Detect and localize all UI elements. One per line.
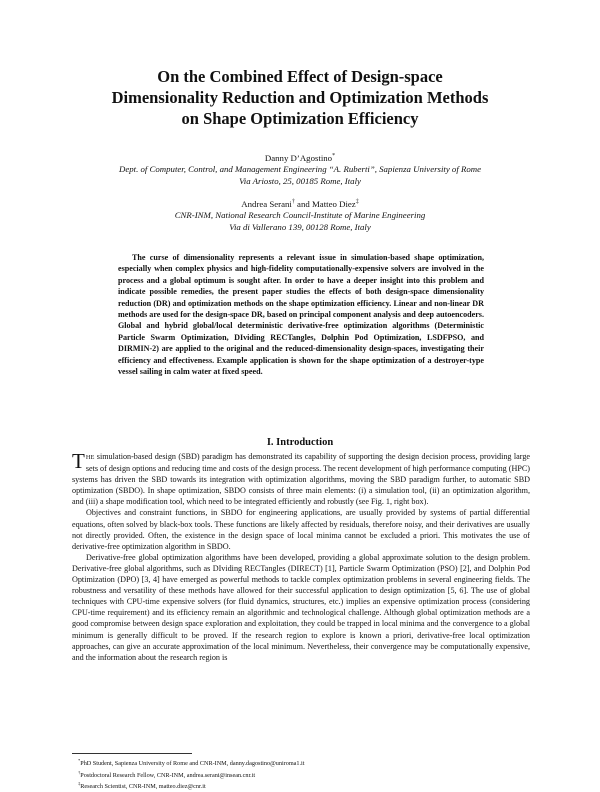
author-affiliation: CNR-INM, National Research Council-Institute of Marine Engineering — [174, 210, 426, 221]
footnote-mark: * — [332, 153, 336, 159]
title-line-3: on Shape Optimization Efficiency — [181, 109, 419, 128]
author-names-line — [80, 197, 520, 210]
author-affiliation: Dept. of Computer, Control, and Management Engineering “A. Ruberti”, Sapienza University of Rome — [118, 164, 482, 175]
paragraph: Objectives and constraint functions, in SBDO for engineering applications, are usually provided by systems of partial differential equations, often solved by black-box tools. These functions are likely affected by residuals, therefore noisy, and their derivatives are usually not directly provided. Often, the existence in the design space of local minima cannot be excluded a priori. This motivates the use of derivative-free optimization algorithm in SBDO. — [72, 508, 530, 551]
paragraph — [72, 451, 530, 507]
author-name-line — [80, 151, 520, 164]
title-line-2: Dimensionality Reduction and Optimization Methods — [111, 88, 489, 107]
author-block-2 — [80, 197, 520, 233]
footnote-mark: ‡ — [355, 199, 359, 205]
author-name: Matteo Diez — [311, 198, 356, 209]
footnote-mark: † — [78, 769, 81, 775]
footnote-mark: * — [78, 758, 81, 763]
drop-cap: T — [72, 449, 85, 473]
footnote-text: Research Scientist, CNR-INM, matteo.diez@cnr.it — [80, 783, 206, 791]
paragraph: Derivative-free global optimization algorithms have been developed, providing a global approximate solution to the design problem. Derivative-free global algorithms, such as DIviding RECTangles (DIRECT) [1], Particle Swarm Optimization (PSO) [2], and Dolphin Pod Optimization (DPO) [3, 4] have emerged as powerful methods to tackle complex optimization problems in several engineering fields. The robustness and versatility of these methods have allowed for their successful application to design optimization [5, 6]. The use of global techniques with CPU-time expensive solvers (for fluid dynamics, structures, etc.) implies an expensive optimization process (considering CPU-time requirement) and its efficiency remain an algorithmic and technological challenge. Although global optimization methods are a good compromise between design space exploration and exploitation, they could be trapped in local minima and the convergence to a global minimum is generally difficult to be proved. If the research region to explore is known a priori, derivative-free local optimization approaches, can give an accurate approximation of the local minimum. Nevertheless, their convergence may be computationally expensive, and the information about the research region is — [72, 552, 530, 662]
abstract: The curse of dimensionality represents a relevant issue in simulation-based shape optimization, especially when complex physics and high-fidelity computationally-expensive solvers are involved in the process and a global optimum is sought after. In order to have a deeper insight into this problem and indicate possible remedies, the present paper studies the effects of both design-space dimensionality reduction (DR) and optimization methods on the shape optimization efficiency. Linear and non-linear DR methods are used for the design-space DR, based on principal component analysis and deep autoencoders. Global and hybrid global/local deterministic derivative-free optimization algorithms (Deterministic Particle Swarm Optimization, DIviding RECTangles, Dolphin Pod Optimization, LSDFPSO, and DIRMIN-2) are applied to the original and the reduced-dimensionality design-spaces, investigating their efficiency and effectiveness. Example application is shown for the shape optimization of a destroyer-type vessel sailing in calm water at fixed speed. — [118, 253, 484, 377]
footnote — [78, 769, 530, 781]
author-address: Via Ariosto, 25, 00185 Rome, Italy — [239, 175, 361, 186]
author-and: and — [294, 198, 312, 209]
title-line-1: On the Combined Effect of Design-space — [157, 67, 443, 86]
paragraph-text: simulation-based design (SBD) paradigm has demonstrated its capability of supporting the design decision process, providing large sets of design options and reducing time and costs of the design process. The recent development of high performance computing (HPC) systems has driven the SBD towards its integration with optimization algorithms, moving the SBD paradigm further, to automatic SBD optimization (SBDO). In shape optimization, SBDO consists of three main elements: (i) a simulation tool, (ii) an optimization algorithm, and (iii) a shape modification tool, which need to be integrated efficiently and robustly (see Fig. 1, right box). — [72, 452, 530, 507]
author-name: Andrea Serani — [241, 198, 292, 209]
author-block-1 — [80, 151, 520, 187]
footnote — [78, 780, 530, 792]
section-title: Introduction — [276, 437, 334, 448]
footnote-mark: † — [291, 199, 295, 205]
footnote-rule — [72, 753, 192, 754]
author-name: Danny D’Agostino — [264, 152, 333, 163]
author-address: Via di Vallerano 139, 00128 Rome, Italy — [229, 221, 371, 232]
footnote-mark: ‡ — [78, 781, 81, 787]
footnote-text: PhD Student, Sapienza University of Rome and CNR-INM, danny.dagostino@uniroma1.it — [80, 760, 305, 768]
section-heading — [0, 437, 600, 448]
footnote — [78, 757, 530, 769]
footnotes — [78, 757, 530, 792]
paper-title — [60, 66, 540, 129]
small-caps-text: HE — [85, 454, 95, 461]
footnote-text: Postdoctoral Research Fellow, CNR-INM, andrea.serani@insean.cnr.it — [80, 771, 256, 779]
introduction-body — [72, 451, 530, 663]
section-number: I. — [266, 437, 274, 448]
